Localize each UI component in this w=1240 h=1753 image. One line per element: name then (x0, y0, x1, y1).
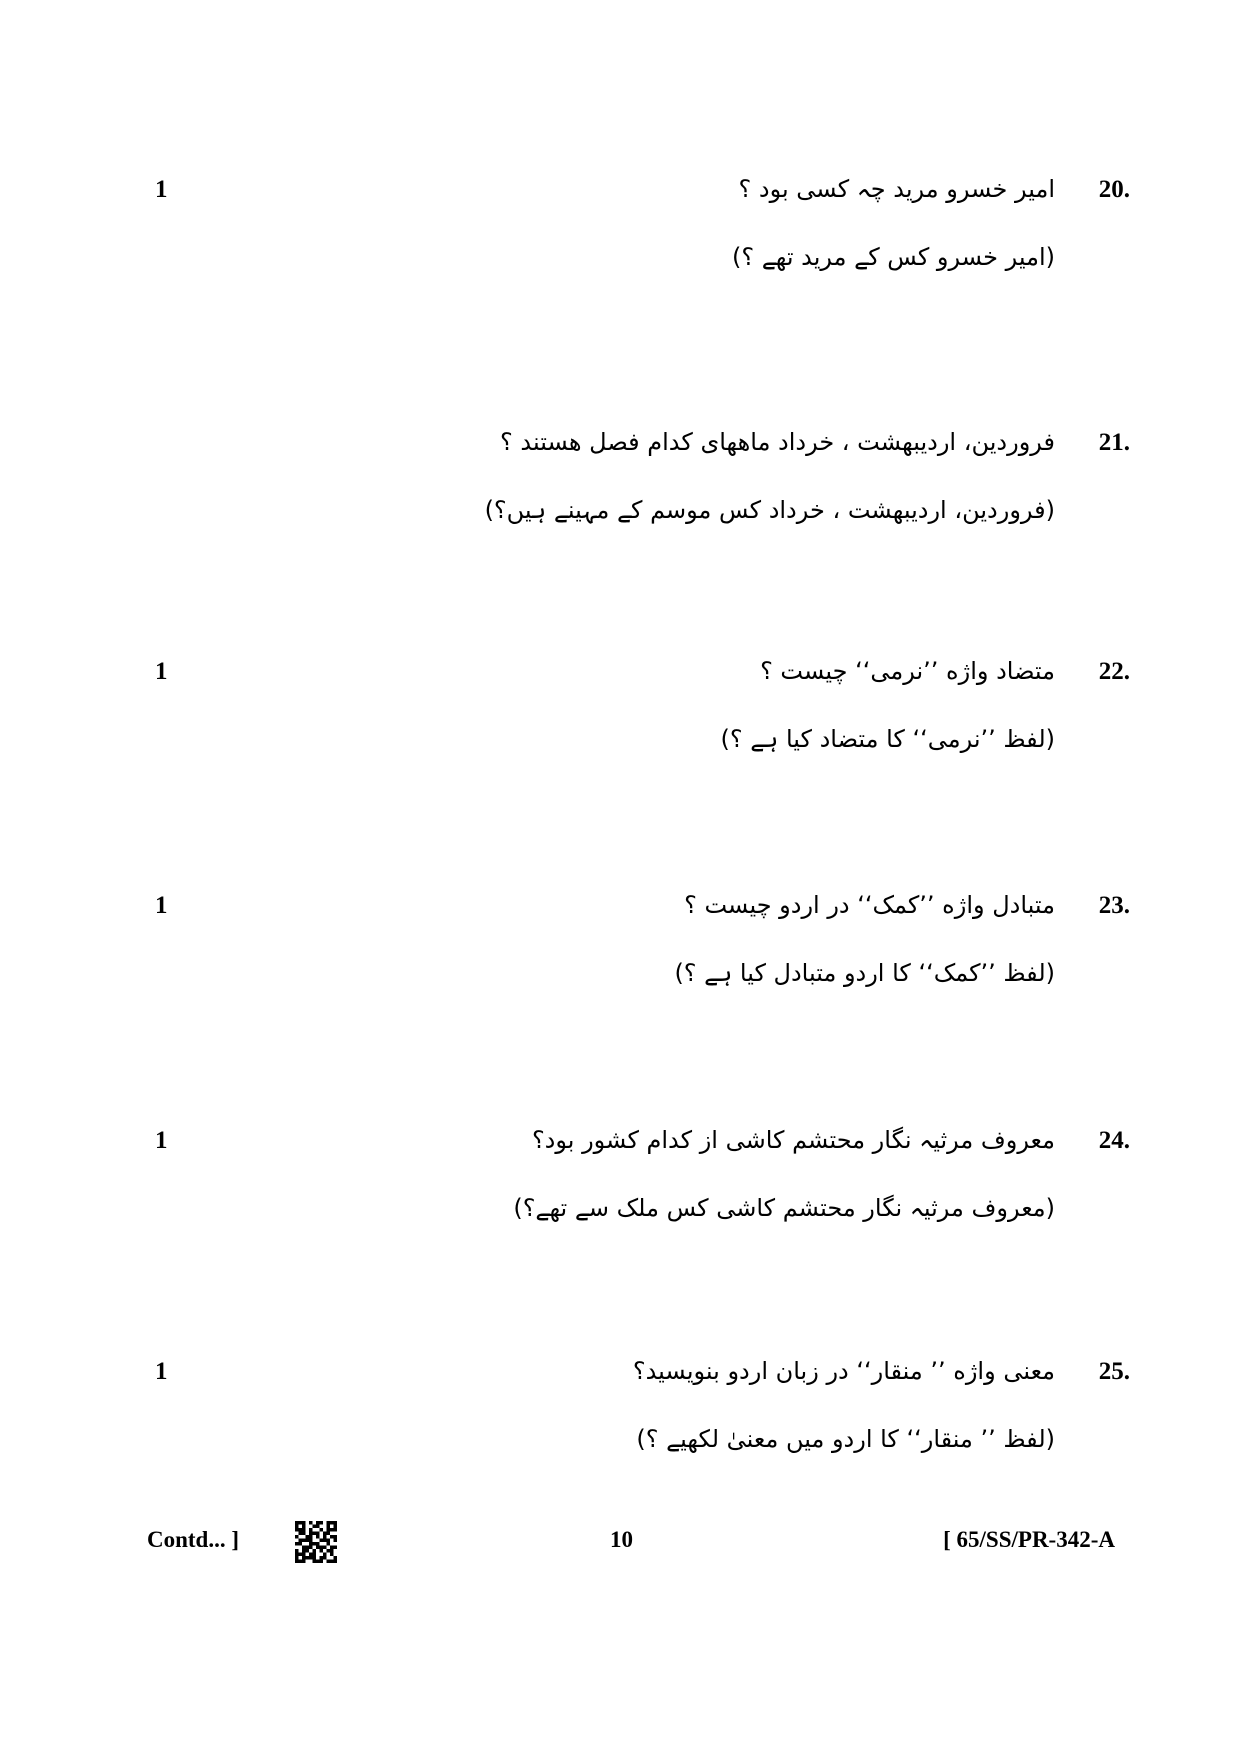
question-number: 20. (1098, 176, 1130, 203)
marks: 1 (155, 176, 168, 203)
question-translation: (لفظ ’’نرمی‘‘ کا متضاد کیا ہے ؟) (720, 725, 1055, 753)
marks: 1 (155, 1127, 168, 1154)
question-number: 25. (1098, 1358, 1130, 1385)
marks: 1 (155, 658, 168, 685)
question-20 (150, 175, 1130, 305)
question-number: 24. (1098, 1127, 1130, 1154)
page-footer (0, 1525, 1240, 1565)
paper-code: [ 65/SS/PR-342-A (943, 1527, 1115, 1552)
question-text: متبادل واژه ’’کمک‘‘ در اردو چیست ؟ (684, 891, 1055, 919)
question-23 (150, 891, 1130, 1021)
question-24 (150, 1126, 1130, 1256)
question-translation: (معروف مرثیہ نگار محتشم کاشی کس ملک سے تھے؟) (513, 1194, 1055, 1222)
question-text: معروف مرثیہ نگار محتشم کاشی از کدام کشور بود؟ (531, 1126, 1055, 1154)
question-number: 22. (1098, 658, 1130, 685)
question-translation: (فروردین، اردیبهشت ، خرداد کس موسم کے مہینے ہیں؟) (484, 496, 1055, 524)
marks: 1 (155, 1358, 168, 1385)
marks: 1 (155, 892, 168, 919)
question-text: متضاد واژه ’’نرمی‘‘ چیست ؟ (760, 657, 1055, 685)
continued-label: Contd... ] (147, 1527, 240, 1552)
question-text: امیر خسرو مرید چہ کسی بود ؟ (738, 175, 1055, 203)
question-translation: (امیر خسرو کس کے مرید تھے ؟) (731, 243, 1055, 271)
question-number: 21. (1098, 429, 1130, 456)
question-translation: (لفظ ’’کمک‘‘ کا اردو متبادل کیا ہے ؟) (674, 959, 1055, 987)
question-number: 23. (1098, 892, 1130, 919)
page-number: 10 (610, 1527, 633, 1552)
question-text: فروردین، اردیبهشت ، خرداد ماههای کدام فصل هستند ؟ (500, 428, 1055, 456)
qr-code-icon (295, 1521, 337, 1563)
question-21 (150, 428, 1130, 558)
question-25 (150, 1357, 1130, 1487)
question-text: معنی واژه ’’ منقار‘‘ در زبان اردو بنویسید؟ (632, 1357, 1055, 1385)
question-22 (150, 657, 1130, 787)
question-translation: (لفظ ’’ منقار‘‘ کا اردو میں معنیٰ لکھیے ؟) (636, 1425, 1055, 1453)
